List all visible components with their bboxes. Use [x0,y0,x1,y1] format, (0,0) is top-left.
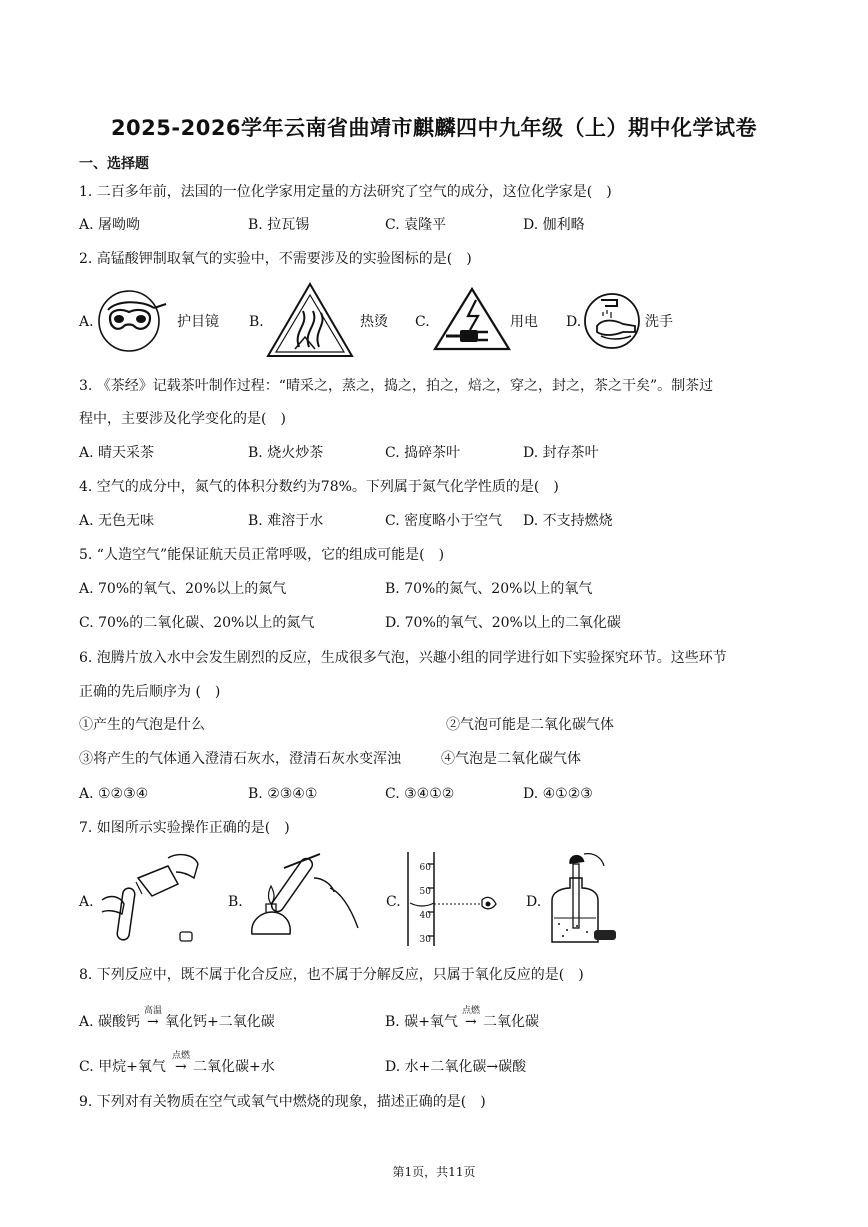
q7-option-c-letter: C. [386,894,401,910]
q8-option-a-arrow: → [147,1014,159,1030]
q3-option-a: A. 晴天采茶 [79,445,155,461]
q6-step-3: ③将产生的气体通入澄清石灰水，澄清石灰水变浑浊 [79,751,401,767]
q2-option-d-label: 洗手 [645,314,673,330]
q1-option-d: D. 伽利略 [523,217,585,233]
question-3-stem-line1: 3. 《茶经》记载茶叶制作过程：“晴采之，蒸之，捣之，拍之，焙之，穿之，封之，茶之干矣”。制茶过 [79,378,714,394]
question-9-stem: 9. 下列对有关物质在空气或氧气中燃烧的现象，描述正确的是( ) [79,1094,486,1110]
q8-option-d: D. 水+二氧化碳→碳酸 [385,1059,527,1075]
q5-option-d: D. 70%的氧气、20%以上的二氧化碳 [385,615,621,631]
dropper-bottle-figure [542,848,622,948]
q7-option-a-letter: A. [79,894,94,910]
hand-wash-icon [583,288,643,354]
question-1-stem: 1. 二百多年前，法国的一位化学家用定量的方法研究了空气的成分，这位化学家是( ) [79,184,612,200]
question-2-stem: 2. 高锰酸钾制取氧气的实验中，不需要涉及的实验图标的是( ) [79,251,472,267]
q2-option-b-letter: B. [249,314,264,330]
q6-option-c: C. ③④①② [385,786,455,802]
q6-option-a: A. ①②③④ [79,786,149,802]
q3-option-b: B. 烧火炒茶 [248,445,324,461]
q2-option-a-label: 护目镜 [177,314,219,330]
q8-option-c-arrow: → [175,1059,187,1075]
q6-step-2: ②气泡可能是二氧化碳气体 [446,717,614,733]
q4-option-d: D. 不支持燃烧 [523,513,613,529]
q4-option-c: C. 密度略小于空气 [385,513,503,529]
q8-option-b-condition: 点燃 [462,1006,481,1016]
page-footer: 第1页，共11页 [392,1165,476,1179]
question-4-stem: 4. 空气的成分中，氮气的体积分数约为78%。下列属于氮气化学性质的是( ) [79,479,559,495]
electricity-icon [432,286,512,352]
question-5-stem: 5. “人造空气”能保证航天员正常呼吸，它的组成可能是( ) [79,547,445,563]
q2-option-c-letter: C. [415,314,430,330]
q2-option-a-letter: A. [79,314,94,330]
page-title: 2025-2026学年云南省曲靖市麒麟四中九年级（上）期中化学试卷 [110,116,758,140]
q2-option-c-label: 用电 [510,314,538,330]
q6-step-4: ④气泡是二氧化碳气体 [441,751,581,767]
q8-option-a-condition: 高温 [144,1006,163,1016]
cylinder-tick: 40 [419,911,431,921]
q6-step-1: ①产生的气泡是什么 [79,717,205,733]
q8-option-a-right: 氧化钙+二氧化碳 [165,1014,275,1030]
hot-surface-icon [265,281,355,359]
goggles-icon [96,288,170,354]
q1-option-a: A. 屠呦呦 [79,217,141,233]
q8-option-c-left: C. 甲烷+氧气 [79,1059,166,1075]
q3-option-d: D. 封存茶叶 [523,445,599,461]
q2-option-b-label: 热烫 [360,314,388,330]
q3-option-c: C. 捣碎茶叶 [385,445,461,461]
q8-option-b-right: 二氧化碳 [483,1014,539,1030]
heating-test-tube-figure [240,848,365,948]
pouring-liquid-figure [98,848,208,948]
q7-option-b-letter: B. [228,894,243,910]
question-3-stem-line2: 程中，主要涉及化学变化的是( ) [79,411,286,427]
q1-option-c: C. 袁隆平 [385,217,447,233]
q8-option-a-left: A. 碳酸钙 [79,1014,141,1030]
question-8-stem: 8. 下列反应中，既不属于化合反应，也不属于分解反应，只属于氧化反应的是( ) [79,967,584,983]
q8-option-b-left: B. 碳+氧气 [385,1014,458,1030]
q5-option-b: B. 70%的氮气、20%以上的氧气 [385,581,593,597]
cylinder-tick: 30 [419,935,431,945]
cylinder-tick: 50 [419,887,431,897]
cylinder-tick: 60 [419,863,431,873]
q6-option-d: D. ④①②③ [523,786,593,802]
q5-option-c: C. 70%的二氧化碳、20%以上的氮气 [79,615,315,631]
q7-option-d-letter: D. [526,894,542,910]
q4-option-b: B. 难溶于水 [248,513,324,529]
q2-option-d-letter: D. [566,314,582,330]
q5-option-a: A. 70%的氧气、20%以上的氮气 [79,581,287,597]
question-7-stem: 7. 如图所示实验操作正确的是( ) [79,820,290,836]
q8-option-c-right: 二氧化碳+水 [193,1059,275,1075]
q6-option-b: B. ②③④① [248,786,318,802]
q8-option-c-condition: 点燃 [172,1051,191,1061]
question-6-stem-line2: 正确的先后顺序为 ( ) [79,684,221,700]
question-6-stem-line1: 6. 泡腾片放入水中会发生剧烈的反应，生成很多气泡，兴趣小组的同学进行如下实验探究环节。这些环节 [79,650,727,666]
q4-option-a: A. 无色无味 [79,513,155,529]
q8-option-b-arrow: → [465,1014,477,1030]
q1-option-b: B. 拉瓦锡 [248,217,310,233]
section-heading: 一、选择题 [79,156,149,172]
cylinder-tick-labels [411,856,431,952]
